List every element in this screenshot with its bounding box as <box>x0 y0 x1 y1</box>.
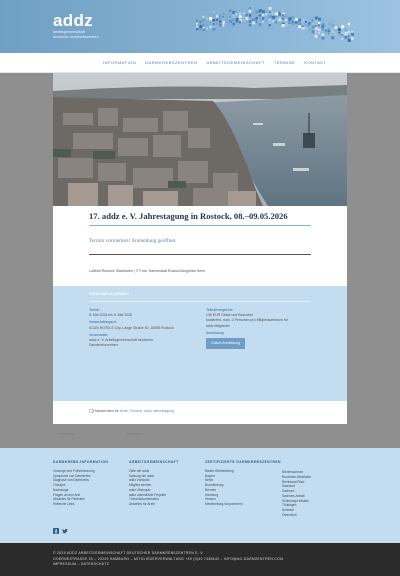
footer-ag-link[interactable]: Tumordokumentation <box>129 497 160 502</box>
site-footer <box>0 448 400 543</box>
footer-column-ag <box>129 460 179 507</box>
footer-zentren-link[interactable]: Niedersachsen <box>282 470 304 474</box>
site-bottom-bar <box>0 543 400 576</box>
logo-subtitle-line1: arbeitsgemeinschaft <box>53 30 86 34</box>
veranstalter-value-line2: Darmkrebszentren <box>89 343 118 348</box>
contact-line: GOERNESTRASSE 30 – 20249 HAMBURG – MITGLIEDERVERWALTUNG +49 (0)40 7438640 – INFO@AG-DARMZENTREN.COM <box>53 556 284 561</box>
footer-links-info <box>53 469 108 507</box>
details-right-column <box>206 308 316 349</box>
footer-zentren-link[interactable]: Schweiz <box>282 508 294 512</box>
footer-zentren-link[interactable]: Sachsen-Anhalt <box>282 493 305 498</box>
tag-icon <box>89 409 94 413</box>
footer-zentren-link[interactable]: Schleswig-Holstein <box>282 498 309 503</box>
veranstalter-label: Veranstalter <box>89 332 108 337</box>
footer-info-link[interactable]: Vorsorge und Früherkennung <box>53 468 95 473</box>
footer-info-link[interactable]: Therapie <box>53 483 66 487</box>
footer-zentren-link[interactable]: Baden-Württemberg <box>205 468 234 473</box>
footer-ag-link[interactable]: Ziele der addz <box>129 468 150 473</box>
footer-links-ag <box>129 469 179 507</box>
next-post-link[interactable] <box>126 432 143 436</box>
tag-jahrestagung[interactable]: addz Jahrestagung <box>144 409 174 413</box>
footer-ag-link[interactable]: addz unterstützte Projekte <box>129 492 167 497</box>
event-card <box>53 73 347 424</box>
footer-zentren-link[interactable]: Rheinland-Pfalz <box>282 479 305 484</box>
event-title: 17. addz e. V. Jahrestagung in Rostock, 08.–09.05.2026 <box>89 211 288 221</box>
site-header <box>0 0 400 53</box>
footer-zentren-link[interactable]: Hessen <box>205 497 216 502</box>
footer-info-link[interactable]: Symptome von Darmkrebs <box>53 473 91 478</box>
photo-caption: Luftbild Rostock Stadthafen | © Foto: Hansestadt Rostock/Angelika Heim <box>89 269 206 273</box>
footer-zentren-link[interactable]: Österreich <box>282 512 297 517</box>
footer-zentren-link[interactable]: Nordrhein-Westfalen <box>282 474 312 479</box>
details-divider <box>89 301 311 302</box>
online-registration-button[interactable]: Online-Anmeldung <box>206 338 245 349</box>
footer-zentren-link[interactable]: Sachsen <box>282 489 295 493</box>
footer-zentren-link[interactable]: Hamburg <box>205 492 219 497</box>
next-post-arrow: » <box>141 432 144 436</box>
facebook-icon[interactable] <box>53 521 59 527</box>
termin-value: 8. Mai 2026 bis 9. Mai 2026 <box>89 313 132 318</box>
footer-ag-link[interactable]: addz Videoquiz <box>129 487 151 492</box>
footer-ag-link[interactable]: addz Vorstand <box>129 478 150 483</box>
veranstalter-value-line1: addz e. V. Arbeitsgemeinschaft deutscher <box>89 338 154 343</box>
tag-separator: , <box>142 409 145 413</box>
legal-links[interactable]: IMPRESSUM – DATENSCHUTZ <box>53 562 110 566</box>
footer-zentren-link[interactable]: Saarland <box>282 484 295 489</box>
footer-links-zentren <box>205 469 281 507</box>
footer-zentren-link[interactable]: Bremen <box>205 487 217 492</box>
copyright-line: © 2025 ADDZ ARBEITSGEMEINSCHAFT DEUTSCHER DARMKREBSZENTREN E. V. <box>53 551 204 555</box>
next-post-label: Nächster <box>126 432 141 436</box>
footer-ag-link[interactable]: Mitglied werden <box>129 483 152 487</box>
footer-column-info <box>53 460 108 507</box>
footer-zentren-link[interactable]: Mecklenburg-Vorpommern <box>205 502 243 506</box>
footer-heading-zentren: ZERTIFIZIERTE DARMKREBSZENTREN <box>205 460 281 464</box>
social-links <box>53 521 68 527</box>
tag-termine[interactable]: Termine <box>129 409 143 413</box>
title-divider <box>89 225 311 226</box>
nav-item-information[interactable]: INFORMATION <box>103 60 137 65</box>
bottom-text <box>53 551 283 568</box>
gebuehr-value-line1: 135 EUR Gäste und Besucher <box>206 313 254 318</box>
nav-list <box>103 60 326 65</box>
details-heading: Veranstaltungsdaten <box>89 291 130 296</box>
footer-zentren-link[interactable]: Bayern <box>205 473 216 478</box>
footer-zentren-link[interactable]: Berlin <box>205 478 214 483</box>
anmeldung-label: Anmeldung <box>206 330 224 335</box>
main-navigation <box>0 53 400 73</box>
pixel-wave-decoration <box>196 6 356 46</box>
event-subtitle: Termin vormerken! Anmeldung geöffnet. <box>89 238 177 244</box>
footer-info-link[interactable]: Diagnose von Darmkrebs <box>53 478 89 483</box>
footer-zentren-link[interactable]: Brandenburg <box>205 483 224 487</box>
previous-post-link[interactable]: « Vorheriger <box>56 432 76 436</box>
footer-heading-ag: ARBEITSGEMEINSCHAFT <box>129 460 179 464</box>
logo-subtitle <box>53 30 143 40</box>
tag-aerzte[interactable]: Ärzte <box>119 409 128 413</box>
ort-label: Veranstaltungsort <box>89 320 117 325</box>
footer-zentren-link[interactable]: Thüringen <box>282 503 297 508</box>
nav-item-arbeitsgemeinschaft[interactable]: ARBEITSGEMEINSCHAFT <box>206 60 265 65</box>
termin-label: Termin <box>89 308 100 312</box>
footer-ag-link[interactable]: Satzung der addz <box>129 473 154 478</box>
ort-value: SCAN HOTELS City, Lange Straße 40, 18055 Rostock <box>89 325 174 330</box>
rostock-harbor-photo <box>53 73 347 206</box>
footer-heading-info: DARMKREBS-INFORMATION <box>53 460 109 464</box>
nav-item-darmkrebszentren[interactable]: DARMKREBSZENTREN <box>145 60 198 65</box>
footer-links-zentren-2 <box>282 470 311 518</box>
footer-column-zentren <box>205 460 281 507</box>
footer-column-zentren-2 <box>282 470 311 518</box>
event-details-box <box>53 286 347 401</box>
gebuehr-label: Teilnahmegebühr <box>206 308 233 312</box>
tag-separator: , <box>127 409 130 413</box>
news-tags <box>89 409 174 413</box>
tags-prefix: Nachrichten für <box>94 409 119 413</box>
footer-info-link[interactable]: Fragen an den Arzt <box>53 492 81 497</box>
footer-info-link[interactable]: Aktuelles für Patienten <box>53 497 85 502</box>
logo-name[interactable]: addz <box>53 11 93 30</box>
subtitle-divider <box>89 254 311 255</box>
footer-info-link[interactable]: Hilfreiche Links <box>53 502 75 506</box>
logo-subtitle-line2: deutscher darmkrebszentren <box>53 34 99 39</box>
details-left-column <box>89 308 199 348</box>
footer-ag-link[interactable]: Aktuelles für Ärzte <box>129 502 155 506</box>
nav-item-termine[interactable]: TERMINE <box>273 60 296 65</box>
nav-item-kontakt[interactable]: KONTAKT <box>304 60 327 65</box>
gebuehr-value-line2: kostenfrei, max. 2 Personen pro Mitgliedszentrum für <box>206 318 289 323</box>
footer-info-link[interactable]: Nachsorge <box>53 487 69 492</box>
gebuehr-value-line3: addz Mitglieder <box>206 323 230 328</box>
twitter-icon[interactable] <box>62 521 68 527</box>
